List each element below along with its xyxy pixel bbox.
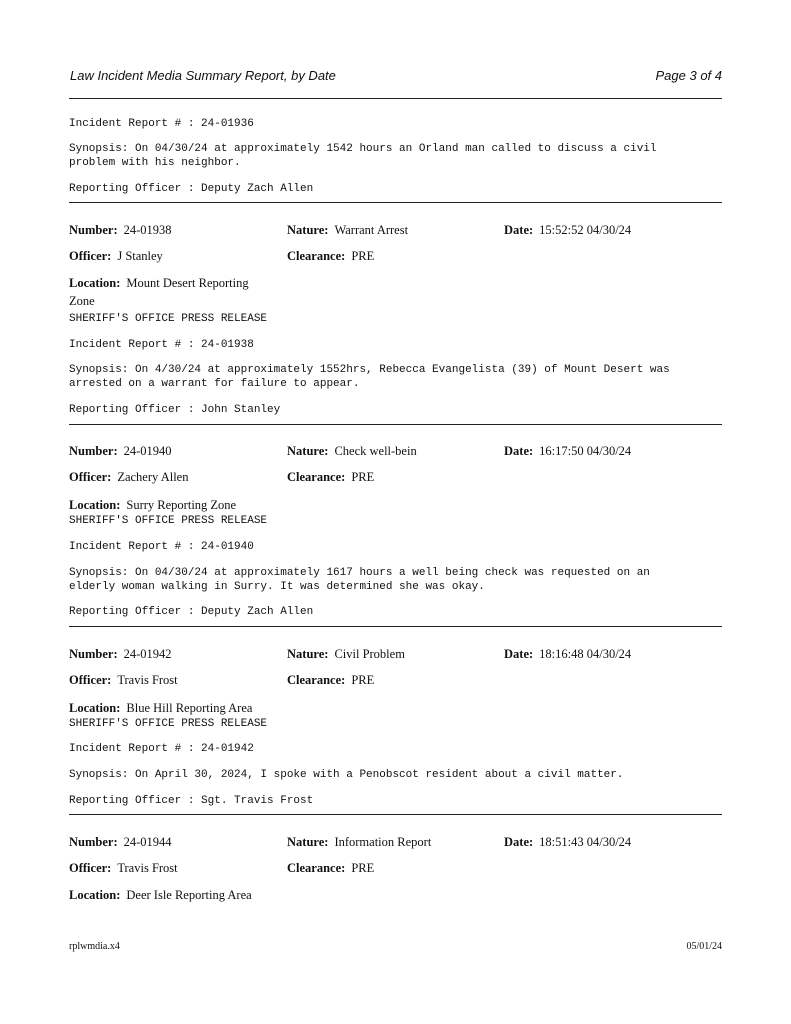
press-release-label: SHERIFF'S OFFICE PRESS RELEASE	[69, 313, 268, 325]
location-field	[69, 886, 252, 904]
officer-label: Officer:	[69, 249, 112, 263]
entry-divider	[69, 626, 722, 627]
nature-value: Civil Problem	[334, 647, 405, 661]
location-field	[69, 496, 236, 514]
location-value: Surry Reporting Zone	[126, 498, 237, 512]
nature-label: Nature:	[287, 647, 329, 661]
clearance-value: PRE	[351, 470, 375, 484]
nature-value: Check well-bein	[334, 444, 417, 458]
report-title: Law Incident Media Summary Report, by Date	[70, 68, 336, 83]
officer-label: Officer:	[69, 673, 112, 687]
footer-print-date: 05/01/24	[686, 941, 722, 952]
reporting-officer: Reporting Officer : Deputy Zach Allen	[69, 606, 314, 618]
location-label: Location:	[69, 888, 121, 902]
synopsis: Synopsis: On 4/30/24 at approximately 1552hrs, Rebecca Evangelista (39) of Mount Desert was arrested on a warrant for failure to appear.	[69, 364, 670, 390]
incident-report-line: Incident Report # : 24-01942	[69, 743, 254, 755]
number-field	[69, 647, 172, 662]
date-label: Date:	[504, 835, 534, 849]
nature-value: Information Report	[334, 835, 432, 849]
press-release-label: SHERIFF'S OFFICE PRESS RELEASE	[69, 515, 268, 527]
officer-value: Zachery Allen	[117, 470, 189, 484]
date-label: Date:	[504, 444, 534, 458]
nature-field	[287, 835, 431, 850]
officer-field	[69, 673, 178, 688]
nature-label: Nature:	[287, 223, 329, 237]
clearance-field	[287, 470, 374, 485]
officer-field	[69, 249, 163, 264]
officer-field	[69, 470, 188, 485]
date-value: 16:17:50 04/30/24	[539, 444, 632, 458]
clearance-field	[287, 673, 374, 688]
officer-field	[69, 861, 178, 876]
location-value: Deer Isle Reporting Area	[126, 888, 252, 902]
date-value: 18:16:48 04/30/24	[539, 647, 632, 661]
incident-report-line: Incident Report # : 24-01936	[69, 118, 254, 130]
date-label: Date:	[504, 647, 534, 661]
page-number: Page 3 of 4	[655, 68, 722, 83]
nature-field	[287, 223, 408, 238]
date-field	[504, 223, 631, 238]
clearance-value: PRE	[351, 249, 375, 263]
date-field	[504, 647, 631, 662]
press-release-label: SHERIFF'S OFFICE PRESS RELEASE	[69, 718, 268, 730]
header-rule	[69, 98, 722, 99]
clearance-label: Clearance:	[287, 673, 346, 687]
number-value: 24-01938	[123, 223, 172, 237]
nature-field	[287, 444, 417, 459]
date-field	[504, 835, 631, 850]
incident-report-line: Incident Report # : 24-01940	[69, 541, 254, 553]
entry-divider	[69, 202, 722, 203]
number-label: Number:	[69, 647, 118, 661]
reporting-officer: Reporting Officer : Deputy Zach Allen	[69, 183, 314, 195]
footer-report-code: rplwmdia.x4	[69, 941, 120, 952]
synopsis: Synopsis: On 04/30/24 at approximately 1542 hours an Orland man called to discuss a civil problem with his neighbor.	[69, 143, 657, 169]
clearance-label: Clearance:	[287, 470, 346, 484]
location-label: Location:	[69, 276, 121, 290]
number-value: 24-01940	[123, 444, 172, 458]
officer-label: Officer:	[69, 470, 112, 484]
entry-divider	[69, 424, 722, 425]
reporting-officer: Reporting Officer : John Stanley	[69, 404, 281, 416]
number-label: Number:	[69, 444, 118, 458]
date-label: Date:	[504, 223, 534, 237]
number-label: Number:	[69, 835, 118, 849]
officer-value: Travis Frost	[117, 861, 178, 875]
date-field	[504, 444, 631, 459]
synopsis: Synopsis: On April 30, 2024, I spoke with a Penobscot resident about a civil matter.	[69, 769, 624, 781]
date-value: 18:51:43 04/30/24	[539, 835, 632, 849]
nature-value: Warrant Arrest	[334, 223, 409, 237]
synopsis: Synopsis: On 04/30/24 at approximately 1617 hours a well being check was requested on an elderly woman walking in Surry. It was determined she was okay.	[69, 567, 650, 593]
number-label: Number:	[69, 223, 118, 237]
nature-label: Nature:	[287, 835, 329, 849]
officer-value: J Stanley	[117, 249, 163, 263]
clearance-value: PRE	[351, 861, 375, 875]
number-field	[69, 835, 172, 850]
officer-value: Travis Frost	[117, 673, 178, 687]
number-value: 24-01944	[123, 835, 172, 849]
reporting-officer: Reporting Officer : Sgt. Travis Frost	[69, 795, 314, 807]
incident-report-line: Incident Report # : 24-01938	[69, 339, 254, 351]
location-label: Location:	[69, 701, 121, 715]
clearance-value: PRE	[351, 673, 375, 687]
location-value-cont: Zone	[69, 294, 95, 308]
officer-label: Officer:	[69, 861, 112, 875]
entry-divider	[69, 814, 722, 815]
clearance-label: Clearance:	[287, 861, 346, 875]
clearance-field	[287, 249, 374, 264]
clearance-label: Clearance:	[287, 249, 346, 263]
number-field	[69, 444, 172, 459]
clearance-field	[287, 861, 374, 876]
number-value: 24-01942	[123, 647, 172, 661]
location-value: Mount Desert Reporting	[126, 276, 249, 290]
nature-field	[287, 647, 405, 662]
number-field	[69, 223, 172, 238]
location-field	[69, 274, 249, 310]
nature-label: Nature:	[287, 444, 329, 458]
date-value: 15:52:52 04/30/24	[539, 223, 632, 237]
location-value: Blue Hill Reporting Area	[126, 701, 253, 715]
location-field	[69, 699, 252, 717]
location-label: Location:	[69, 498, 121, 512]
